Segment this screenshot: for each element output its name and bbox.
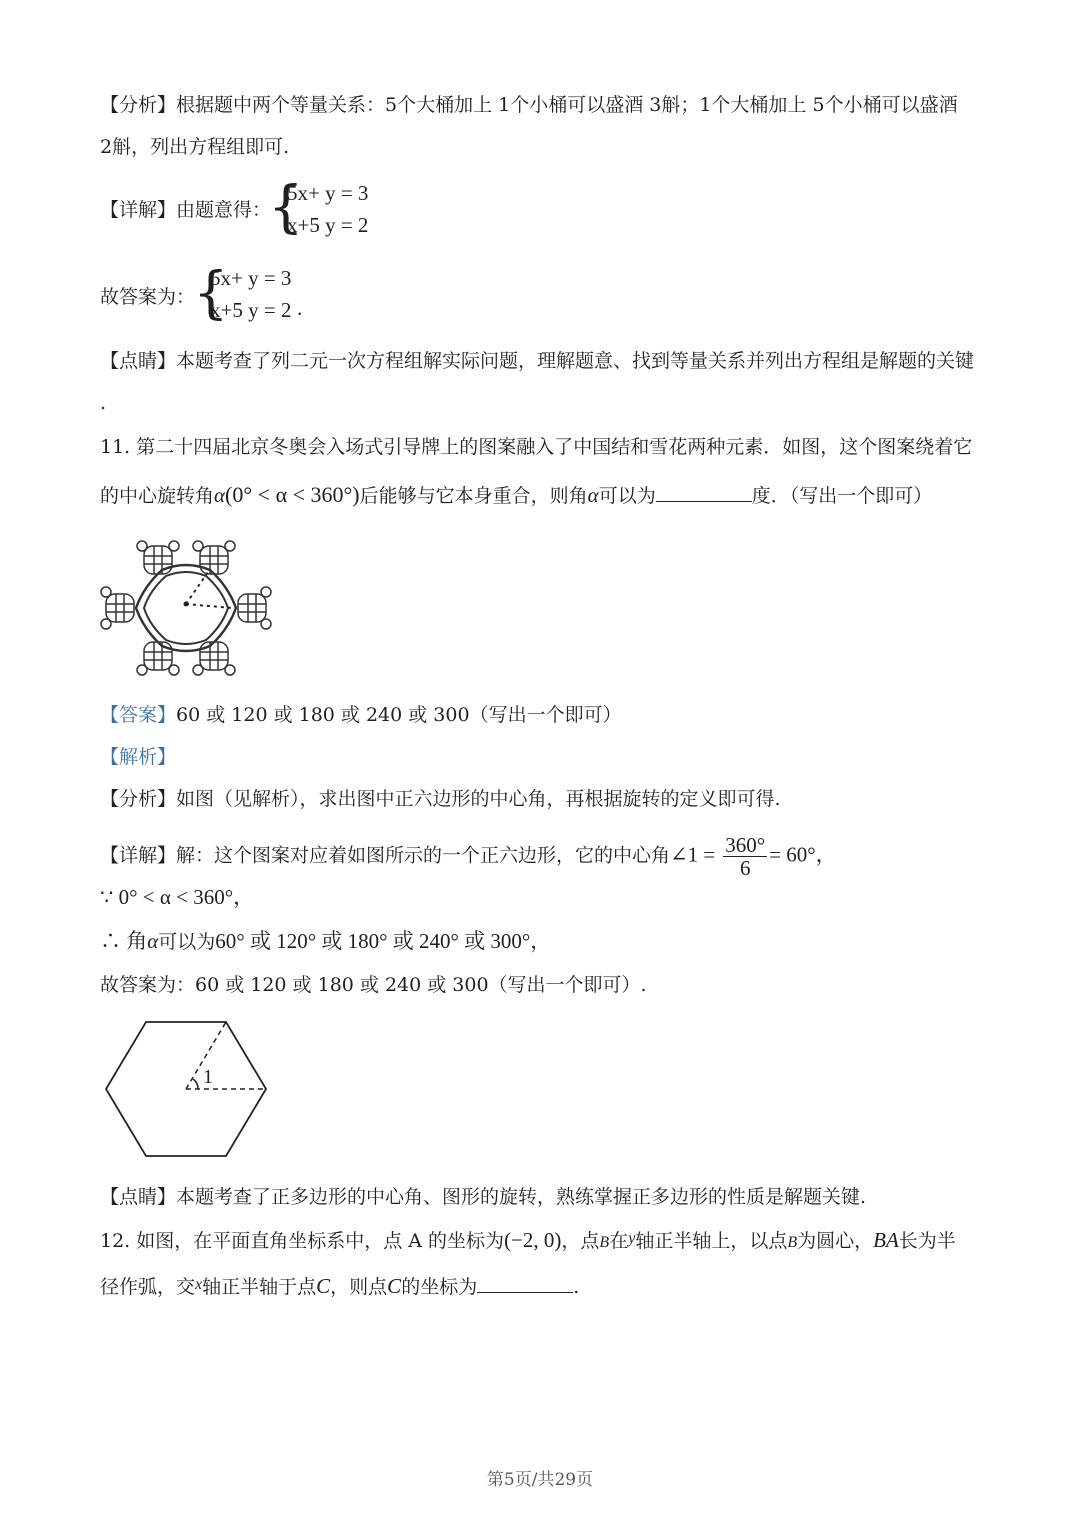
- q11-stem-line1: 11. 第二十四届北京冬奥会入场式引导牌上的图案融入了中国结和雪花两种元素．如图，这个图案绕着它: [100, 436, 973, 458]
- q12-text-g: 径作弧，交: [100, 1276, 196, 1298]
- system-brace: {: [193, 261, 229, 326]
- q11-comment: 【点睛】本题考查了正多边形的中心角、图形的旋转，熟练掌握正多边形的性质是解题关键.: [100, 1186, 867, 1208]
- therefore-text-b: 可以为: [158, 931, 216, 953]
- x-axis-symbol: x: [195, 1276, 203, 1293]
- q10-equation-1: 5x+ y = 3: [287, 181, 369, 205]
- therefore-line: [100, 928, 551, 955]
- answer-blank: [477, 1274, 573, 1293]
- q12-text-a: 12. 如图，在平面直角坐标系中，点 A 的坐标为: [100, 1230, 505, 1252]
- fraction-numerator: 360°: [725, 833, 766, 857]
- q12-text-i: ，则点: [330, 1276, 388, 1298]
- q12-line2: [100, 1272, 579, 1300]
- alpha-symbol: α: [214, 483, 226, 507]
- q11-answer-text: 60 或 120 或 180 或 240 或 300（写出一个即可）: [176, 704, 622, 726]
- q11-detail-line: [100, 834, 837, 879]
- q11-answer-line: [100, 702, 622, 728]
- page-footer: 第5页/共29页: [486, 1470, 594, 1490]
- therefore-text-c: 60° 或 120° 或 180° 或 240° 或 300°，: [215, 929, 552, 953]
- fraction-denominator: 6: [739, 856, 751, 880]
- q11-detail-text-b: = 60°，: [769, 842, 837, 867]
- knot-clusters: [101, 541, 271, 675]
- central-angle-fraction: [723, 834, 767, 879]
- knot-pattern-figure: [100, 538, 272, 678]
- q12-text-f: 长为半: [898, 1230, 956, 1252]
- angle-arc: [193, 1079, 198, 1089]
- q10-comment-line2: .: [100, 392, 107, 414]
- point-c: C: [316, 1274, 331, 1298]
- center-point: [184, 602, 189, 607]
- system-brace: {: [268, 175, 304, 240]
- q11-stem-text-c: 可以为: [598, 485, 656, 507]
- q12-text-e: 为圆心，: [797, 1230, 874, 1252]
- point-a-coordinate: (−2, 0): [504, 1228, 562, 1252]
- y-axis-symbol: y: [628, 1230, 636, 1247]
- because-line: ∵ 0° < α < 360°，: [100, 885, 255, 909]
- q12-text-k: .: [573, 1276, 580, 1298]
- angle-range: (0° < α < 360°): [225, 482, 360, 507]
- q11-stem-text-a: 的中心旋转角: [100, 485, 215, 507]
- q10-equation-2: x+5 y = 2: [287, 213, 369, 237]
- point-b: B: [599, 1234, 610, 1251]
- q10-answer-label: 故答案为：: [100, 286, 196, 308]
- segment-ba: BA: [873, 1228, 899, 1252]
- q11-stem-text-d: 度．（写出一个即可）: [751, 485, 933, 507]
- alpha-symbol: α: [147, 929, 159, 953]
- q11-stem-line2: [100, 482, 932, 509]
- q12-text-j: 的坐标为: [401, 1276, 478, 1298]
- jiexi-tag: 【解析】: [100, 746, 177, 768]
- hexagon-figure: [100, 1016, 272, 1164]
- q12-text-c: 在: [609, 1230, 629, 1252]
- answer-blank: [656, 483, 752, 502]
- answer-tag: 【答案】: [100, 704, 177, 726]
- q12-text-d: 轴正半轴上，以点: [635, 1230, 788, 1252]
- q11-final-answer: 故答案为：60 或 120 或 180 或 240 或 300（写出一个即可）.: [100, 974, 647, 996]
- q10-detail-label: 【详解】由题意得：: [100, 199, 272, 221]
- q10-analysis-line2: 2斛，列出方程组即可.: [100, 136, 290, 158]
- q12-text-h: 轴正半轴于点: [202, 1276, 317, 1298]
- q10-answer-end: .: [297, 296, 303, 320]
- q10-answer-equation-1: 5x+ y = 3: [210, 266, 292, 290]
- q10-analysis-line1: 【分析】根据题中两个等量关系：5个大桶加上 1个小桶可以盛酒 3斛；1个大桶加上 5个小桶可以盛酒: [100, 94, 958, 116]
- q10-answer-equation-2: x+5 y = 2: [210, 298, 292, 322]
- hexagon-radii: [186, 1022, 266, 1089]
- q11-analysis: 【分析】如图（见解析），求出图中正六边形的中心角，再根据旋转的定义即可得.: [100, 788, 781, 810]
- q12-text-b: ，点: [561, 1230, 600, 1252]
- angle-label: 1: [203, 1066, 213, 1088]
- point-b: B: [787, 1234, 798, 1251]
- angle-1: ∠1 =: [670, 842, 716, 867]
- q11-stem-text-b: 后能够与它本身重合，则角: [359, 485, 588, 507]
- point-c: C: [387, 1274, 402, 1298]
- q11-detail-text-a: 【详解】解：这个图案对应着如图所示的一个正六边形，它的中心角: [100, 844, 671, 867]
- q12-line1: [100, 1226, 956, 1256]
- alpha-symbol: α: [587, 483, 599, 507]
- q10-comment-line1: 【点睛】本题考查了列二元一次方程组解实际问题，理解题意、找到等量关系并列出方程组是解题的关键: [100, 350, 975, 372]
- therefore-text-a: ∴ 角: [100, 929, 148, 953]
